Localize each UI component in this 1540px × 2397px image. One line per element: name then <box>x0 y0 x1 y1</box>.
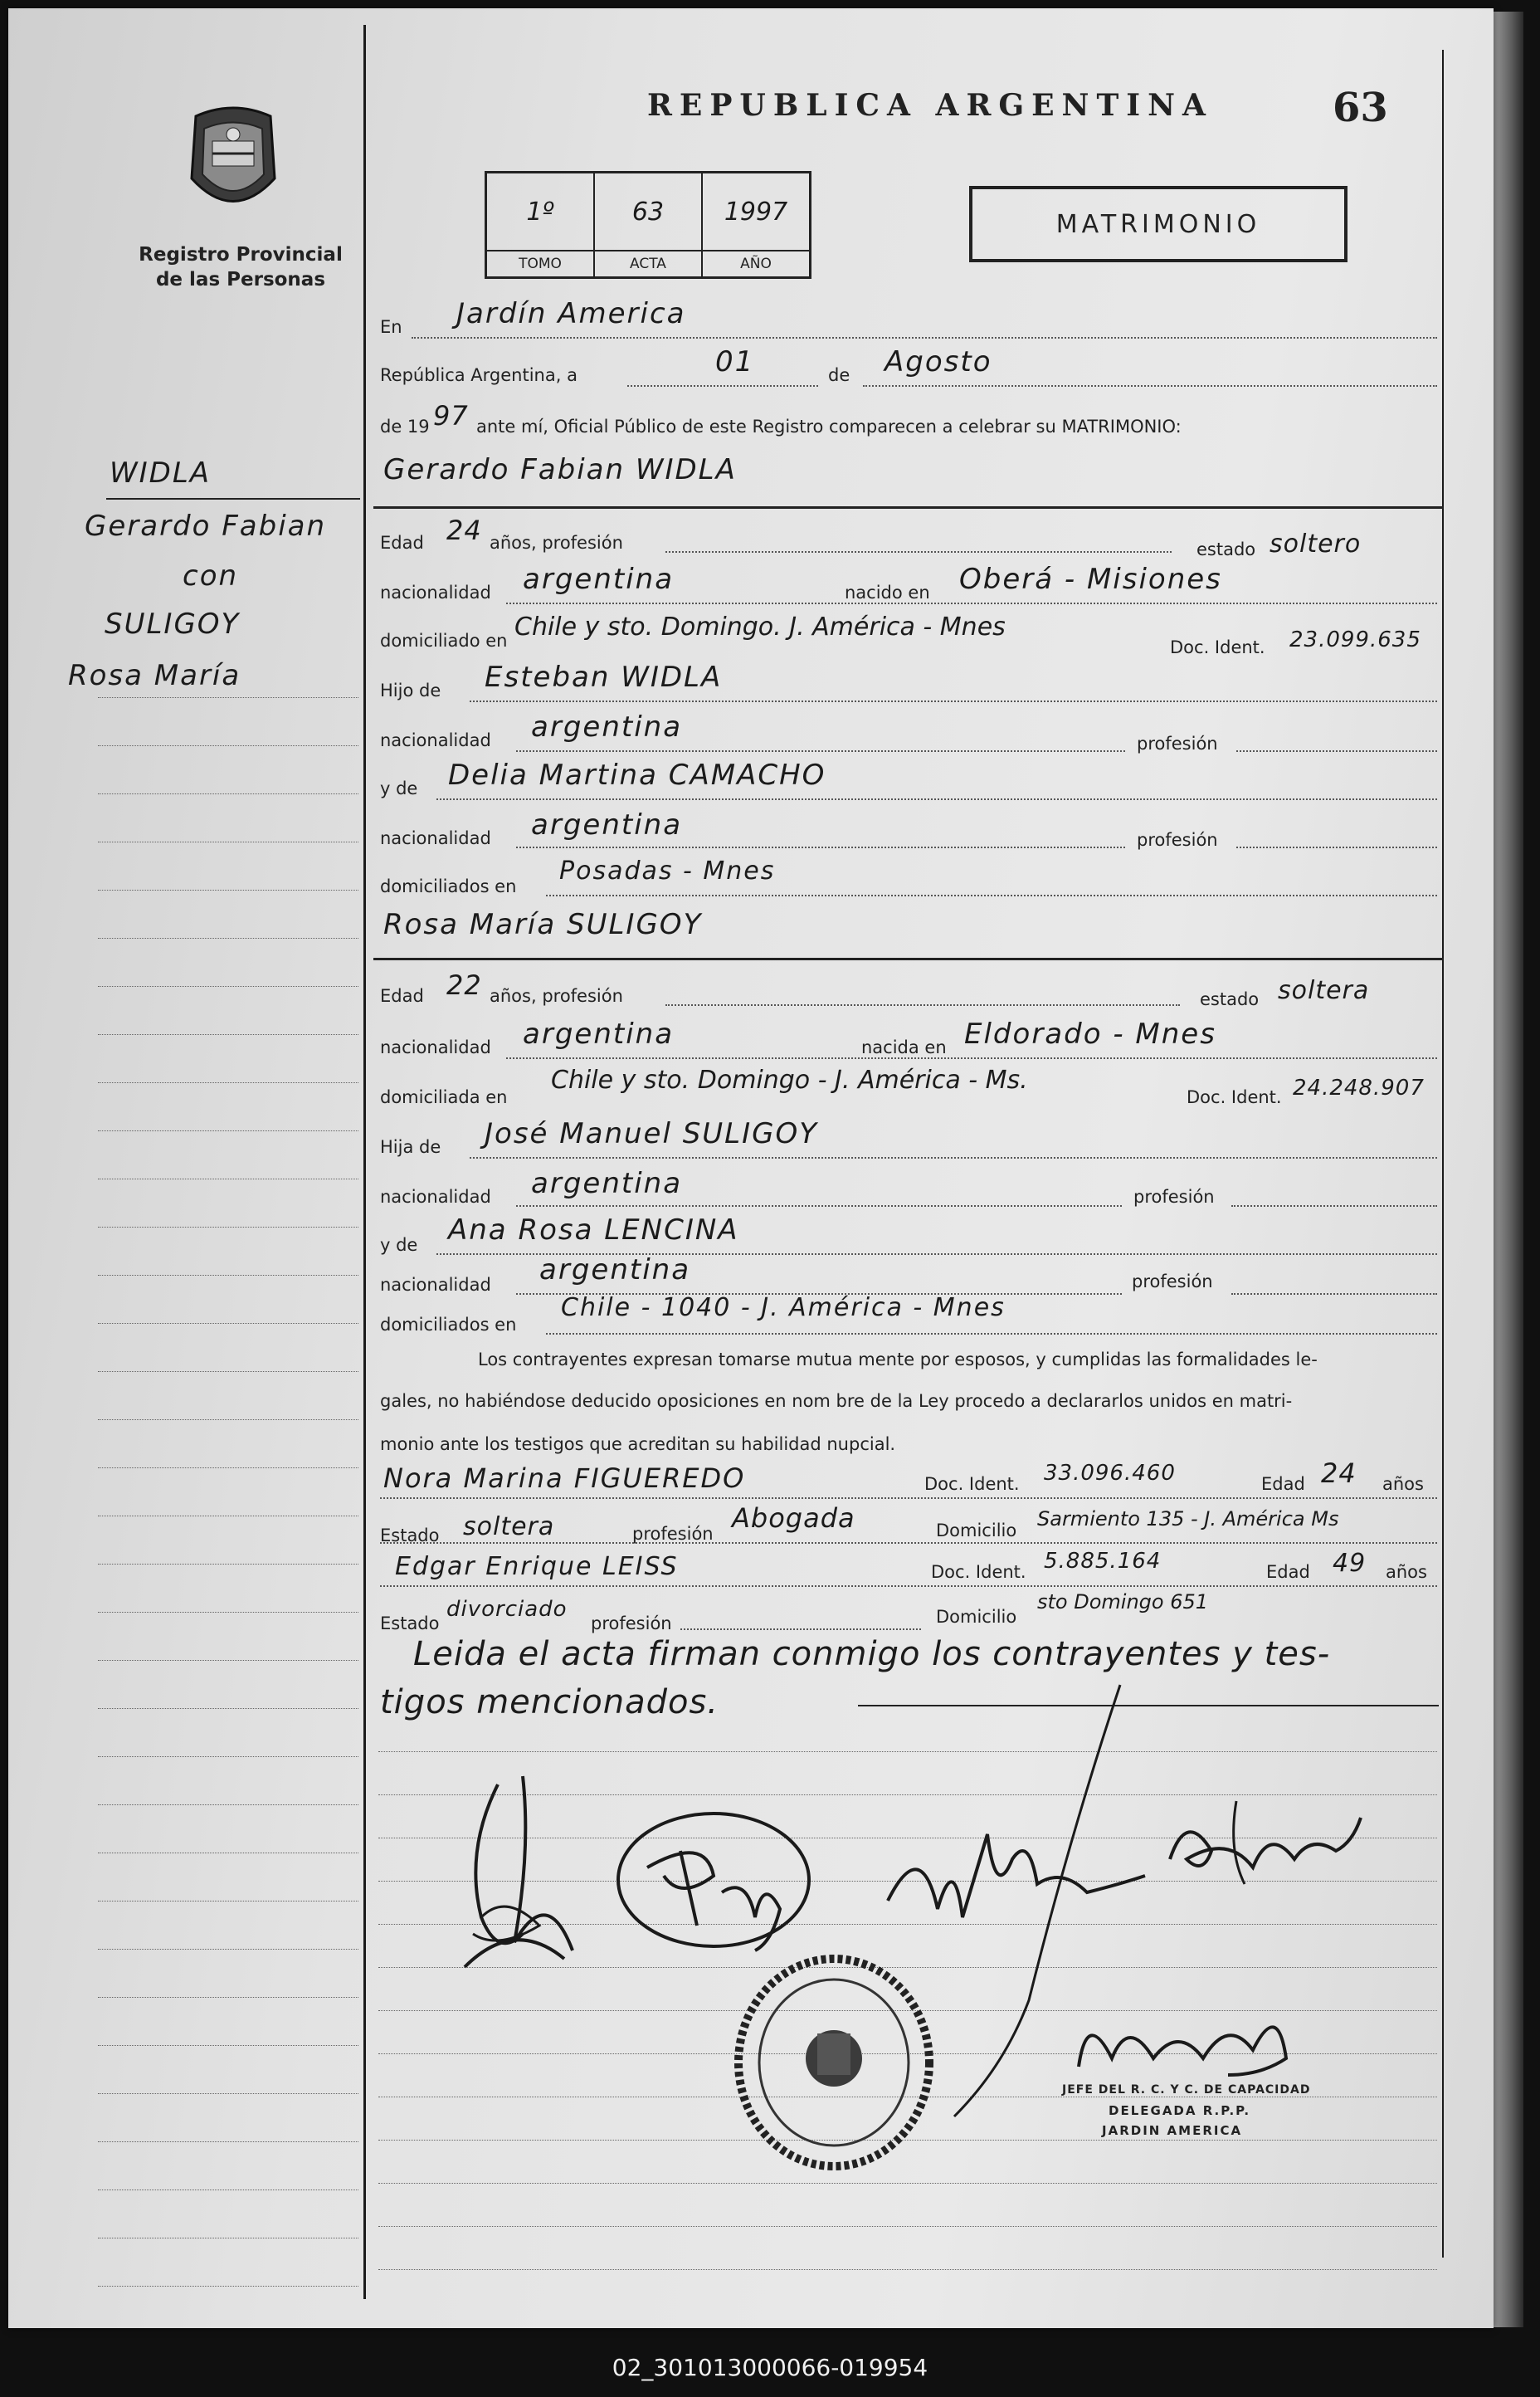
witness1-profesion-label: profesión <box>632 1524 714 1544</box>
margin-rule-line <box>98 697 358 698</box>
month-value: Agosto <box>885 345 992 378</box>
groom-father-line <box>470 701 1437 702</box>
bride-mother: Ana Rosa LENCINA <box>448 1213 739 1247</box>
witness2-line <box>380 1585 1437 1587</box>
witness1-profession: Abogada <box>732 1502 855 1534</box>
document-title: REPUBLICA ARGENTINA <box>647 88 1213 123</box>
groom-father: Esteban WIDLA <box>485 661 723 694</box>
margin-rule-line <box>98 938 358 939</box>
groom-signature <box>448 1751 597 1984</box>
witness1-doc-label: Doc. Ident. <box>924 1474 1020 1494</box>
body-rule-line <box>378 2269 1437 2270</box>
bride-father-profession-line <box>1231 1205 1437 1207</box>
registry-name-line1: Registro Provincial <box>139 244 343 266</box>
closing-line1: Leida el acta firman conmigo los contrayentes y tes- <box>413 1635 1331 1673</box>
bride-hija-label: Hija de <box>380 1137 441 1157</box>
witness2-edad-label: Edad <box>1266 1562 1310 1582</box>
bride-father-line <box>470 1157 1437 1159</box>
place-value: Jardín America <box>456 297 686 330</box>
registration-table <box>485 171 811 279</box>
folio-number: 63 <box>1333 85 1388 131</box>
tomo-label: TOMO <box>487 250 593 276</box>
margin-rule-line <box>98 793 358 794</box>
republica-label: República Argentina, a <box>380 365 578 385</box>
groom-age: 24 <box>446 515 482 546</box>
witness1-anos-label: años <box>1382 1474 1424 1494</box>
margin-rule-line <box>98 2093 358 2094</box>
witness2-domicilio-label: Domicilio <box>936 1607 1017 1627</box>
closing-line2: tigos mencionados. <box>380 1683 719 1721</box>
bride-mother-profesion-label: profesión <box>1132 1272 1213 1291</box>
margin-rule-line <box>98 1323 358 1324</box>
official-stamp-line3: JARDIN AMERICA <box>1102 2123 1243 2138</box>
margin-rule-line <box>98 1082 358 1083</box>
margin-rule-line <box>98 1227 358 1228</box>
bride-parents-address-line <box>546 1333 1437 1335</box>
ano-value: 1997 <box>724 197 788 227</box>
bride-domiciliada-label: domiciliada en <box>380 1087 508 1107</box>
groom-mother-profesion-label: profesión <box>1137 830 1218 850</box>
body-rule-line <box>378 2226 1437 2227</box>
margin-note-surname-groom: WIDLA <box>110 456 212 490</box>
acta-value: 63 <box>631 197 665 227</box>
bride-name: Rosa María SULIGOY <box>383 908 703 941</box>
intro-text: ante mí, Oficial Público de este Registro comparecen a celebrar su MATRIMONIO: <box>476 417 1182 437</box>
day-line <box>627 385 818 387</box>
margin-note-surname-bride: SULIGOY <box>105 608 241 641</box>
bride-yde-label: y de <box>380 1235 418 1255</box>
bride-estado-label: estado <box>1200 989 1260 1009</box>
groom-estado: soltero <box>1270 530 1362 559</box>
groom-name: Gerardo Fabian WIDLA <box>383 453 737 486</box>
margin-note-name-bride: Rosa María <box>68 659 241 692</box>
witness2-anos-label: años <box>1386 1562 1427 1582</box>
groom-father-profession-line <box>1236 750 1437 752</box>
margin-rule-line <box>98 1756 358 1757</box>
bride-profession-line <box>665 1004 1180 1006</box>
witness1-doc: 33.096.460 <box>1044 1461 1176 1486</box>
declaration-line3: monio ante los testigos que acreditan su habilidad nupcial. <box>380 1434 896 1454</box>
tomo-cell <box>487 173 595 276</box>
groom-doc-label: Doc. Ident. <box>1170 637 1265 657</box>
margin-rule-line <box>98 1949 358 1950</box>
groom-anos-profesion-label: años, profesión <box>490 533 623 553</box>
groom-father-nationality-line <box>516 750 1125 752</box>
declaration-line2: gales, no habiéndose deducido oposiciones en nom bre de la Ley procedo a declararlos unidos en matri- <box>380 1391 1293 1411</box>
witness2-estado: divorciado <box>446 1597 568 1622</box>
bride-signature <box>606 1801 830 1959</box>
witness2-profesion-label: profesión <box>591 1613 672 1633</box>
groom-birthplace: Oberá - Misiones <box>959 563 1222 596</box>
margin-rule-line <box>98 1660 358 1661</box>
bride-nacionalidad-label: nacionalidad <box>380 1037 491 1057</box>
de-label: de <box>828 365 850 385</box>
margin-rule-line <box>98 986 358 987</box>
right-border <box>1442 50 1444 2258</box>
witness2-estado-label: Estado <box>380 1613 440 1633</box>
ano-cell <box>703 173 809 276</box>
margin-rule-line <box>98 745 358 746</box>
groom-father-nationality: argentina <box>531 710 683 744</box>
groom-mother-nacionalidad-label: nacionalidad <box>380 828 491 848</box>
bride-name-rule <box>373 958 1444 960</box>
witness1-edad-label: Edad <box>1261 1474 1305 1494</box>
bride-mother-nacionalidad-label: nacionalidad <box>380 1275 491 1295</box>
acta-cell <box>595 173 703 276</box>
witness2-address: sto Domingo 651 <box>1037 1590 1209 1613</box>
registry-name <box>133 242 348 292</box>
bride-parents-address: Chile - 1040 - J. América - Mnes <box>561 1293 1006 1322</box>
image-caption: 02_301013000066-019954 <box>612 2354 928 2381</box>
margin-rule-line <box>98 1419 358 1420</box>
margin-rule-line <box>98 1371 358 1372</box>
registry-seal-icon <box>179 100 287 224</box>
year-suffix: 97 <box>433 400 469 432</box>
month-line <box>863 385 1437 387</box>
bride-father-profesion-label: profesión <box>1133 1187 1215 1207</box>
official-seal-stamp <box>730 1950 938 2175</box>
groom-mother-nationality-line <box>516 847 1125 848</box>
groom-mother-nationality: argentina <box>531 808 683 842</box>
witness1-estado: soltera <box>463 1512 555 1541</box>
witness2-profession-line <box>680 1628 921 1630</box>
declaration-line1: Los contrayentes expresan tomarse mutua mente por esposos, y cumplidas las formalidades le- <box>478 1350 1318 1369</box>
groom-nationality-line <box>506 603 1437 604</box>
witness2-name: Edgar Enrique LEISS <box>395 1552 679 1581</box>
witness1-domicilio-label: Domicilio <box>936 1521 1017 1540</box>
bride-father-nationality: argentina <box>531 1167 683 1200</box>
bride-doc-label: Doc. Ident. <box>1187 1087 1282 1107</box>
margin-rule-line <box>98 1804 358 1805</box>
margin-rule-line <box>98 1275 358 1276</box>
witness1-line <box>380 1497 1437 1499</box>
groom-mother-profession-line <box>1236 847 1437 848</box>
document-sheet <box>8 8 1494 2328</box>
bride-father: José Manuel SULIGOY <box>485 1117 819 1150</box>
registry-name-line2: de las Personas <box>155 269 326 290</box>
matrimonio-box: MATRIMONIO <box>969 186 1348 262</box>
margin-rule <box>106 498 360 500</box>
bride-nationality-line <box>506 1057 1437 1059</box>
page-edge <box>1494 12 1523 2327</box>
en-label: En <box>380 317 402 337</box>
bride-estado: soltera <box>1278 976 1370 1005</box>
bride-father-nationality-line <box>516 1205 1122 1207</box>
body-rule-line <box>378 2183 1437 2184</box>
margin-rule-line <box>98 1467 358 1468</box>
groom-address: Chile y sto. Domingo. J. América - Mnes <box>514 613 1006 642</box>
groom-doc: 23.099.635 <box>1289 627 1421 652</box>
groom-parents-address-line <box>546 895 1437 896</box>
bride-nationality: argentina <box>523 1018 675 1051</box>
witness1-name: Nora Marina FIGUEREDO <box>383 1462 746 1494</box>
official-stamp-line2: DELEGADA R.P.P. <box>1109 2103 1251 2118</box>
tomo-value: 1º <box>526 197 554 227</box>
witness1-estado-line <box>380 1542 1437 1544</box>
witness1-address: Sarmiento 135 - J. América Ms <box>1037 1507 1339 1530</box>
witness2-signature <box>1153 1784 1369 1901</box>
margin-divider <box>363 25 366 2299</box>
witness2-doc: 5.885.164 <box>1044 1549 1162 1574</box>
margin-rule-line <box>98 2045 358 2046</box>
long-signature-stroke <box>904 1668 1153 2133</box>
margin-note-con: con <box>183 559 239 593</box>
margin-rule-line <box>98 890 358 891</box>
bride-birthplace: Eldorado - Mnes <box>964 1018 1216 1051</box>
margin-note-name-groom: Gerardo Fabian <box>85 510 327 543</box>
groom-parents-address: Posadas - Mnes <box>559 857 776 886</box>
margin-rule-line <box>98 1034 358 1035</box>
bride-mother-nationality: argentina <box>539 1253 691 1286</box>
groom-edad-label: Edad <box>380 533 424 553</box>
margin-rule-line <box>98 1997 358 1998</box>
groom-mother: Delia Martina CAMACHO <box>448 759 826 792</box>
bride-mother-profession-line <box>1231 1293 1437 1295</box>
day-value: 01 <box>715 345 755 378</box>
bride-father-nacionalidad-label: nacionalidad <box>380 1187 491 1207</box>
witness1-estado-label: Estado <box>380 1526 440 1545</box>
witness2-age: 49 <box>1333 1549 1367 1578</box>
margin-rule-line <box>98 2141 358 2142</box>
groom-nacionalidad-label: nacionalidad <box>380 583 491 603</box>
margin-rule-line <box>98 1708 358 1709</box>
groom-profession-line <box>665 551 1172 553</box>
bride-age: 22 <box>446 969 482 1001</box>
official-stamp-line1: JEFE DEL R. C. Y C. DE CAPACIDAD <box>1062 2083 1311 2097</box>
bride-nacida-label: nacida en <box>861 1037 947 1057</box>
groom-father-nacionalidad-label: nacionalidad <box>380 730 491 750</box>
groom-nacido-label: nacido en <box>845 583 930 603</box>
acta-label: ACTA <box>595 250 701 276</box>
bride-domiciliados-label: domiciliados en <box>380 1315 517 1335</box>
margin-rule-line <box>98 1564 358 1565</box>
witness2-doc-label: Doc. Ident. <box>931 1562 1026 1582</box>
bride-anos-profesion-label: años, profesión <box>490 986 623 1006</box>
groom-domiciliado-label: domiciliado en <box>380 631 508 651</box>
margin-rule-line <box>98 2286 358 2287</box>
groom-mother-line <box>436 798 1437 800</box>
bride-edad-label: Edad <box>380 986 424 1006</box>
margin-rule-line <box>98 1612 358 1613</box>
ano-label: AÑO <box>703 250 809 276</box>
groom-domiciliados-label: domiciliados en <box>380 876 517 896</box>
groom-nationality: argentina <box>523 563 675 596</box>
groom-father-profesion-label: profesión <box>1137 734 1218 754</box>
bride-doc: 24.248.907 <box>1293 1076 1425 1101</box>
groom-yde-label: y de <box>380 779 418 798</box>
groom-hijo-label: Hijo de <box>380 681 441 701</box>
year-prefix: de 19 <box>380 417 430 437</box>
place-line <box>412 337 1437 339</box>
groom-name-rule <box>373 506 1444 509</box>
witness1-age: 24 <box>1321 1457 1357 1489</box>
margin-rule-line <box>98 1130 358 1131</box>
bride-address: Chile y sto. Domingo - J. América - Ms. <box>551 1066 1028 1095</box>
groom-estado-label: estado <box>1196 539 1256 559</box>
